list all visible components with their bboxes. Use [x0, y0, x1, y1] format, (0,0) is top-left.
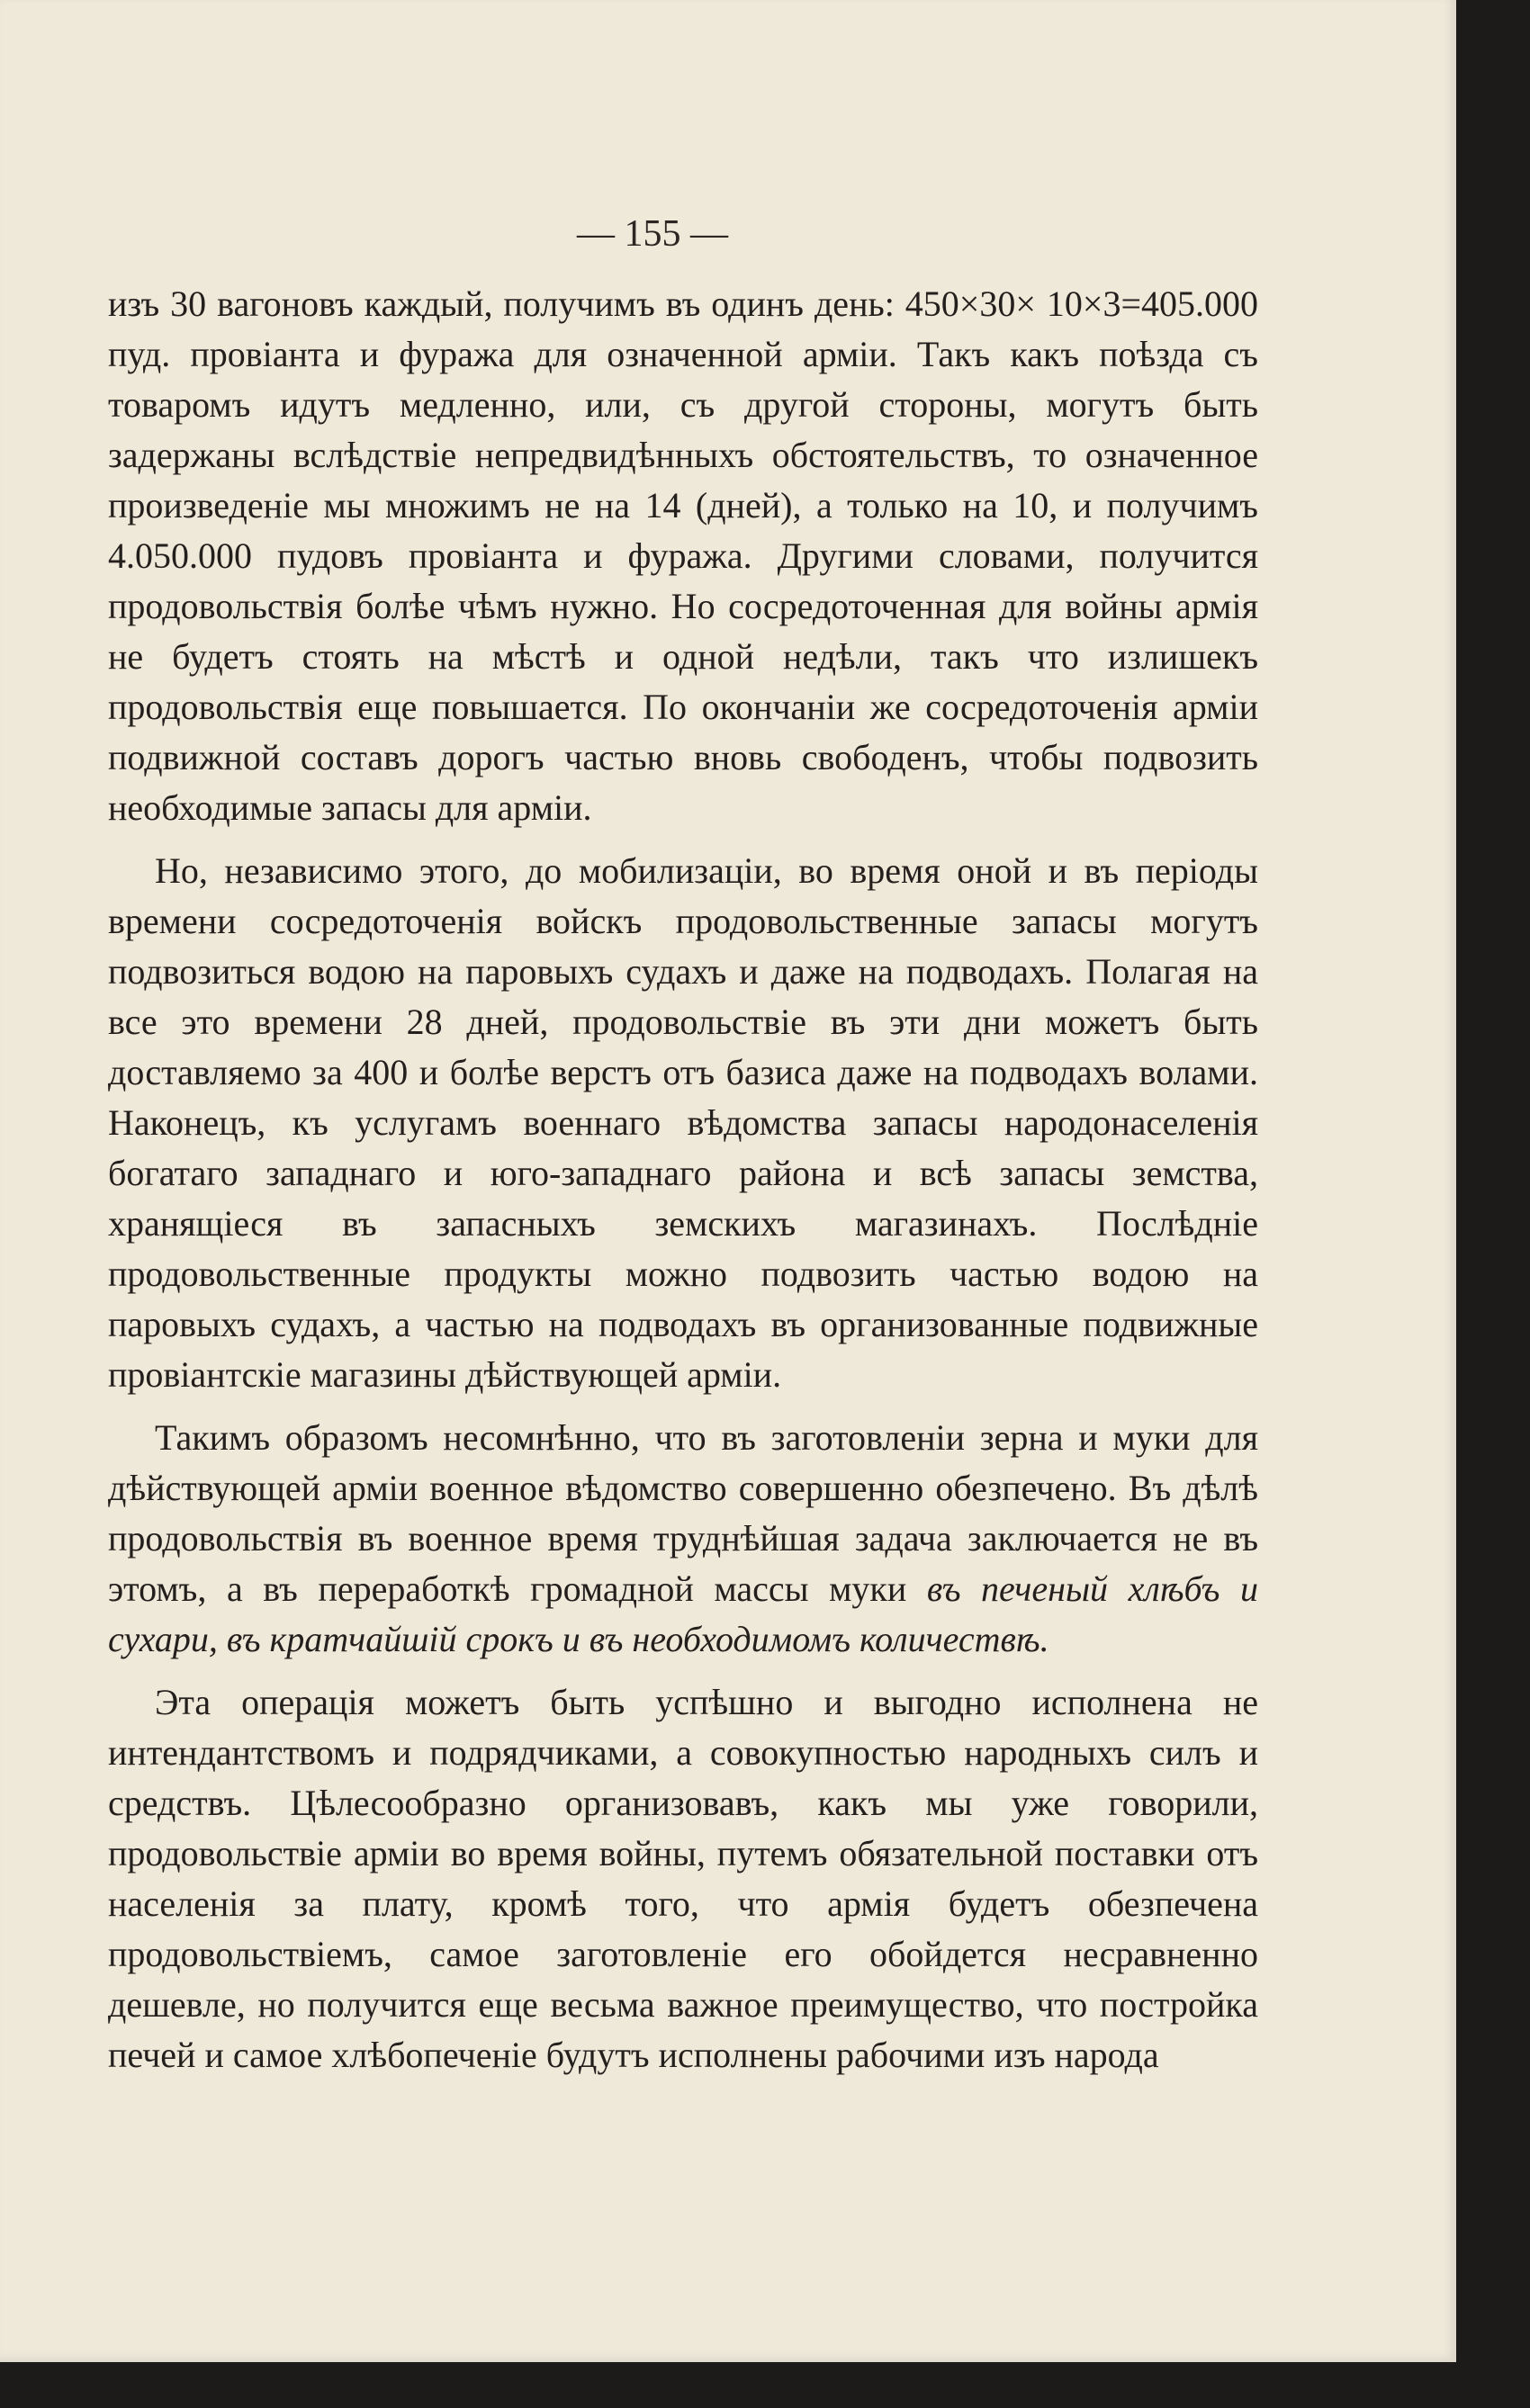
page-number: — 155 — [577, 213, 728, 255]
paragraph-3-text: Такимъ образомъ несомнѣнно, что въ заготовленіи зерна и муки для дѣйствующей арміи военное вѣдомство совершенно обезпечено. Въ дѣлѣ продовольствія въ военное время труднѣйшая задача заключается не въ этомъ, а въ переработкѣ громадной массы муки [108, 1417, 1258, 1609]
paragraph-1: изъ 30 вагоновъ каждый, получимъ въ одинъ день: 450×30× 10×3=405.000 пуд. провіанта и фуража для означенной арміи. Такъ какъ поѣзда съ товаромъ идутъ медленно, или, съ другой стороны, могутъ быть задержаны вслѣдствіе непредвидѣнныхъ обстоятельствъ, то означенное произведеніе мы множимъ не на 14 (дней), а только на 10, и получимъ 4.050.000 пудовъ провіанта и фуража. Другими словами, получится продовольствія болѣе чѣмъ нужно. Но сосредоточенная для войны армія не будетъ стоять на мѣстѣ и одной недѣли, такъ что излишекъ продовольствія еще повышается. По окончаніи же сосредоточенія арміи подвижной составъ дорогъ частью вновь свободенъ, чтобы подвозить необходимые запасы для арміи. [108, 283, 1258, 828]
text-body [108, 279, 1258, 2080]
paragraph-4: Эта операція можетъ быть успѣшно и выгодно исполнена не интендантствомъ и подрядчиками, а совокупностью народныхъ силъ и средствъ. Цѣлесообразно организовавъ, какъ мы уже говорили, продовольствіе арміи во время войны, путемъ обязательной поставки отъ населенія за плату, кромѣ того, что армія будетъ обезпечена продовольствіемъ, самое заготовленіе его обойдется несравненно дешевле, но получится еще весьма важное преимущество, что постройка печей и самое хлѣбопеченіе будутъ исполнены рабочими изъ народа [108, 1682, 1258, 2075]
paragraph-2: Но, независимо этого, до мобилизаціи, во время оной и въ періоды времени сосредоточенія войскъ продовольственные запасы могутъ подвозиться водою на паровыхъ судахъ и даже на подводахъ. Полагая на все это времени 28 дней, продовольствіе въ эти дни можетъ быть доставляемо за 400 и болѣе верстъ отъ базиса даже на подводахъ волами. Наконецъ, къ услугамъ военнаго вѣдомства запасы народонаселенія богатаго западнаго и юго-западнаго района и всѣ запасы земства, хранящіеся въ запасныхъ земскихъ магазинахъ. Послѣдніе продовольственные продукты можно подвозить частью водою на паровыхъ судахъ, а частью на подводахъ въ организованные подвижные провіантскіе магазины дѣйствующей арміи. [108, 850, 1258, 1395]
paragraph-3-italic: въ печеный хлѣбъ и сухари, въ кратчайшій срокъ и въ необходимомъ количествѣ. [108, 1568, 1258, 1659]
paragraph-3 [108, 1413, 1258, 1665]
